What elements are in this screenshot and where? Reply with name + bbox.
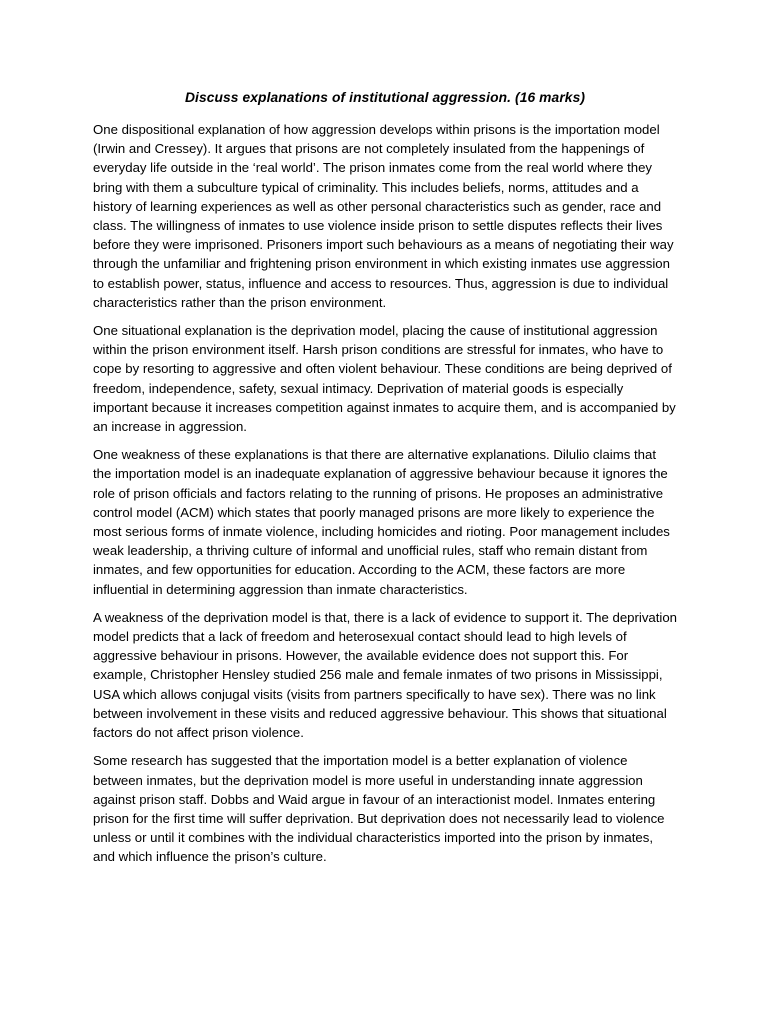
document-title: Discuss explanations of institutional aggression. (16 marks) — [184, 90, 586, 105]
paragraph-deprivation-model: One situational explanation is the deprivation model, placing the cause of institutional aggression within the prison environment itself. Harsh prison conditions are stressful for inmates, who have to cope by resorting to aggressive and often violent behaviour. These conditions are being deprived of freedom, independence, safety, sexual intimacy. Deprivation of material goods is especially important because it increases competition against inmates to acquire them, and is accompanied by an increase in aggression. — [93, 323, 676, 435]
paragraph-deprivation-weakness: A weakness of the deprivation model is that, there is a lack of evidence to support it. The deprivation model predicts that a lack of freedom and heterosexual contact should lead to high levels of aggressive behaviour in prisons. However, the available evidence does not support this. For example, Christopher Hensley studied 256 male and female inmates of two prisons in Mississippi, USA which allows conjugal visits (visits from partners specifically to have sex). There was no link between involvement in these visits and reduced aggressive behaviour. This shows that situational factors do not affect prison violence. — [93, 609, 678, 741]
document-body — [93, 88, 677, 876]
paragraph-alternative-explanations: One weakness of these explanations is that there are alternative explanations. Dilulio claims that the importation model is an inadequate explanation of aggressive behaviour because it ignores the role of prison officials and factors relating to the running of prisons. He proposes an administrative control model (ACM) which states that poorly managed prisons are more likely to experience the most serious forms of inmate violence, including homicides and rioting. Poor management includes weak leadership, a thriving culture of informal and unofficial rules, staff who remain distant from inmates, and few opportunities for education. According to the ACM, these factors are more influential in determining aggression than inmate characteristics. — [93, 447, 670, 597]
paragraph-importation-model: One dispositional explanation of how aggression develops within prisons is the importation model (Irwin and Cressey). It argues that prisons are not completely insulated from the happenings of everyday life outside in the ‘real world’. The prison inmates come from the real world where they bring with them a subculture typical of criminality. This includes beliefs, norms, attitudes and a history of learning experiences as well as other personal characteristics such as gender, race and class. The willingness of inmates to use violence inside prison to settle disputes reflects their lives before they were imprisoned. Prisoners import such behaviours as a means of negotiating their way through the unfamiliar and frightening prison environment in which existing inmates use aggression to establish power, status, influence and access to resources. Thus, aggression is due to individual characteristics rather than the prison environment. — [93, 122, 674, 310]
paragraph-interactionist-model: Some research has suggested that the importation model is a better explanation of violence between inmates, but the deprivation model is more useful in understanding innate aggression against prison staff. Dobbs and Waid argue in favour of an interactionist model. Inmates entering prison for the first time will suffer deprivation. But deprivation does not necessarily lead to violence unless or until it combines with the individual characteristics imported into the prison by inmates, and which influence the prison’s culture. — [93, 753, 665, 865]
